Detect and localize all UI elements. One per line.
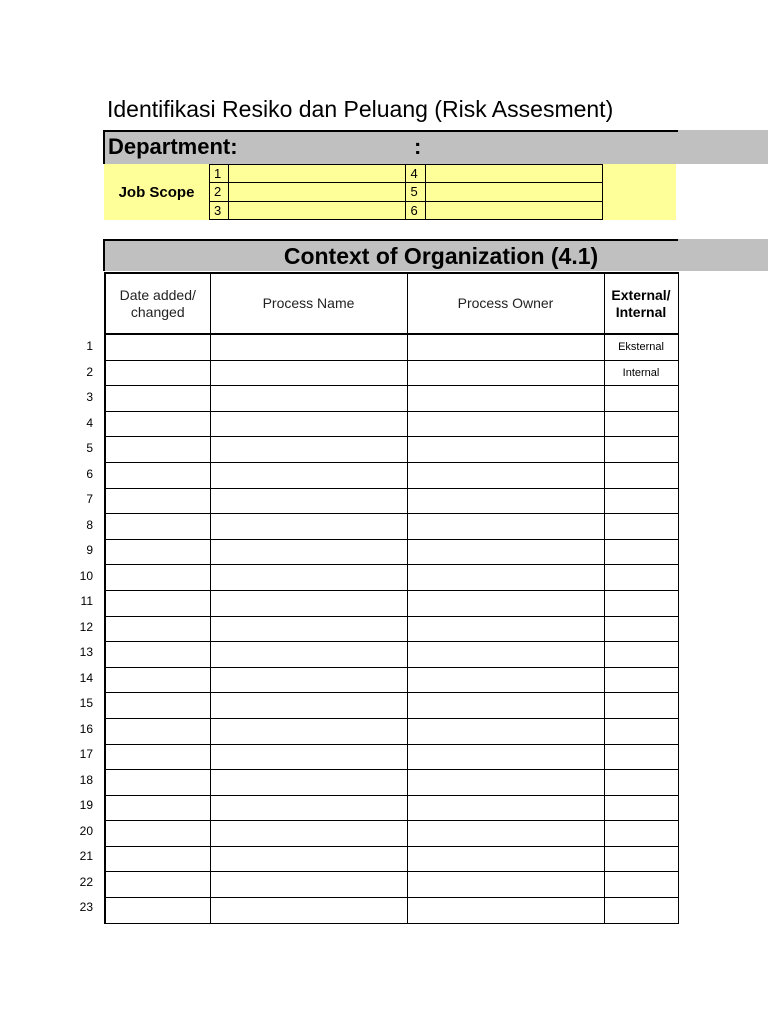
external-internal-cell[interactable] [604, 462, 678, 488]
external-internal-cell[interactable] [604, 411, 678, 437]
row-number: 5 [86, 441, 93, 455]
process-name-cell[interactable] [210, 821, 407, 847]
row-number: 17 [79, 747, 93, 761]
job-scope-number: 1 [210, 165, 229, 183]
date-cell[interactable] [105, 846, 210, 872]
table-row [105, 488, 678, 514]
date-cell[interactable] [105, 360, 210, 386]
row-number: 19 [79, 798, 93, 812]
process-name-cell[interactable] [210, 590, 407, 616]
table-row [105, 411, 678, 437]
external-internal-cell[interactable] [604, 846, 678, 872]
row-number: 3 [86, 390, 93, 404]
process-owner-cell[interactable] [407, 898, 604, 924]
row-number: 15 [79, 696, 93, 710]
date-cell[interactable] [105, 539, 210, 565]
process-owner-cell[interactable] [407, 590, 604, 616]
process-name-cell[interactable] [210, 565, 407, 591]
external-internal-cell[interactable] [604, 667, 678, 693]
process-owner-cell[interactable] [407, 642, 604, 668]
job-scope-field[interactable] [229, 201, 406, 219]
external-internal-cell[interactable] [604, 821, 678, 847]
external-internal-cell[interactable] [604, 898, 678, 924]
process-owner-cell[interactable] [407, 565, 604, 591]
process-owner-cell[interactable] [407, 795, 604, 821]
table-row [105, 770, 678, 796]
job-scope-number: 2 [210, 183, 229, 201]
date-cell[interactable] [105, 667, 210, 693]
process-owner-cell[interactable] [407, 488, 604, 514]
job-scope-label: Job Scope [118, 183, 195, 201]
row-number: 4 [86, 415, 93, 430]
process-name-cell[interactable] [210, 693, 407, 719]
process-owner-cell[interactable] [407, 667, 604, 693]
external-internal-cell[interactable] [604, 744, 678, 770]
process-name-cell[interactable] [210, 744, 407, 770]
process-owner-cell[interactable] [407, 360, 604, 386]
date-cell[interactable] [105, 795, 210, 821]
job-scope-number: 6 [406, 201, 425, 219]
row-number: 13 [79, 645, 93, 659]
job-scope-field[interactable] [425, 201, 602, 219]
process-owner-cell[interactable] [407, 334, 604, 360]
date-cell[interactable] [105, 718, 210, 744]
date-cell[interactable] [105, 462, 210, 488]
process-name-cell[interactable] [210, 488, 407, 514]
process-name-cell[interactable] [210, 667, 407, 693]
column-header-date: Date added/ changed [105, 273, 210, 334]
external-internal-cell[interactable] [604, 693, 678, 719]
table-row [105, 616, 678, 642]
date-cell[interactable] [105, 744, 210, 770]
table-row [105, 360, 678, 386]
row-number-column [60, 334, 93, 921]
process-name-cell[interactable] [210, 539, 407, 565]
page-title: Identifikasi Resiko dan Peluang (Risk Assesment) [107, 96, 614, 122]
job-scope-field[interactable] [425, 165, 602, 183]
external-internal-cell[interactable] [604, 642, 678, 668]
row-number: 23 [79, 900, 93, 914]
row-number: 2 [86, 364, 93, 379]
external-internal-cell[interactable] [604, 437, 678, 463]
external-internal-cell[interactable] [604, 590, 678, 616]
job-scope-row [210, 183, 603, 201]
table-row [105, 334, 678, 360]
date-cell[interactable] [105, 616, 210, 642]
process-name-cell[interactable] [210, 462, 407, 488]
date-cell[interactable] [105, 821, 210, 847]
external-internal-cell[interactable] [604, 770, 678, 796]
process-owner-cell[interactable] [407, 462, 604, 488]
department-label: Department: [108, 134, 238, 159]
process-owner-cell[interactable] [407, 437, 604, 463]
row-number: 9 [86, 543, 93, 557]
job-scope-field[interactable] [229, 165, 406, 183]
row-number: 1 [86, 339, 93, 353]
process-name-cell[interactable] [210, 770, 407, 796]
external-internal-cell[interactable] [604, 488, 678, 514]
row-number: 6 [86, 466, 93, 481]
process-name-cell[interactable] [210, 642, 407, 668]
job-scope-number: 3 [210, 201, 229, 219]
process-owner-cell[interactable] [407, 386, 604, 412]
table-row [105, 590, 678, 616]
external-internal-cell[interactable] [604, 539, 678, 565]
process-name-cell[interactable] [210, 872, 407, 898]
process-name-cell[interactable] [210, 386, 407, 412]
job-scope-row [210, 165, 603, 183]
process-name-cell[interactable] [210, 411, 407, 437]
external-internal-cell[interactable] [604, 616, 678, 642]
external-internal-cell[interactable]: Internal [604, 360, 678, 386]
table-row [105, 795, 678, 821]
date-cell[interactable] [105, 386, 210, 412]
job-scope-field[interactable] [229, 183, 406, 201]
process-owner-cell[interactable] [407, 514, 604, 540]
table-row [105, 462, 678, 488]
date-cell[interactable] [105, 334, 210, 360]
process-owner-cell[interactable] [407, 693, 604, 719]
process-owner-cell[interactable] [407, 411, 604, 437]
job-scope-number: 5 [406, 183, 425, 201]
table-row [105, 718, 678, 744]
row-number: 12 [79, 619, 93, 634]
job-scope-row [210, 201, 603, 219]
job-scope-number: 4 [406, 165, 425, 183]
date-cell[interactable] [105, 872, 210, 898]
external-internal-cell[interactable] [604, 565, 678, 591]
column-header-process-name: Process Name [210, 273, 407, 334]
external-internal-cell[interactable] [604, 872, 678, 898]
process-name-cell[interactable] [210, 514, 407, 540]
date-cell[interactable] [105, 565, 210, 591]
table-row [105, 642, 678, 668]
date-cell[interactable] [105, 642, 210, 668]
date-cell[interactable] [105, 411, 210, 437]
external-internal-cell[interactable] [604, 386, 678, 412]
process-name-cell[interactable] [210, 616, 407, 642]
job-scope-grid [209, 164, 603, 220]
row-number: 18 [79, 772, 93, 787]
process-owner-cell[interactable] [407, 770, 604, 796]
process-name-cell[interactable] [210, 334, 407, 360]
row-number: 14 [79, 670, 93, 685]
row-number: 20 [79, 823, 93, 838]
row-number: 8 [86, 517, 93, 532]
process-owner-cell[interactable] [407, 718, 604, 744]
process-name-cell[interactable] [210, 898, 407, 924]
row-number: 16 [79, 721, 93, 736]
table-row [105, 846, 678, 872]
department-colon: : [414, 134, 422, 159]
process-owner-cell[interactable] [407, 744, 604, 770]
process-owner-cell[interactable] [407, 616, 604, 642]
table-row [105, 898, 678, 924]
external-internal-cell[interactable] [604, 718, 678, 744]
process-name-cell[interactable] [210, 437, 407, 463]
external-internal-cell[interactable] [604, 514, 678, 540]
external-internal-cell[interactable] [604, 795, 678, 821]
date-cell[interactable] [105, 693, 210, 719]
date-cell[interactable] [105, 770, 210, 796]
date-cell[interactable] [105, 437, 210, 463]
column-header-process-owner: Process Owner [407, 273, 604, 334]
table-row [105, 744, 678, 770]
process-name-cell[interactable] [210, 795, 407, 821]
row-number: 22 [79, 874, 93, 889]
process-owner-cell[interactable] [407, 821, 604, 847]
context-table [104, 272, 679, 924]
table-row [105, 565, 678, 591]
table-row [105, 872, 678, 898]
column-header-external-internal: External/ Internal [604, 273, 678, 334]
row-number: 11 [80, 594, 93, 608]
job-scope-field[interactable] [425, 183, 602, 201]
process-owner-cell[interactable] [407, 872, 604, 898]
table-row [105, 539, 678, 565]
date-cell[interactable] [105, 590, 210, 616]
process-owner-cell[interactable] [407, 539, 604, 565]
table-row [105, 437, 678, 463]
external-internal-cell[interactable]: Eksternal [604, 334, 678, 360]
process-owner-cell[interactable] [407, 846, 604, 872]
table-row [105, 514, 678, 540]
table-row [105, 667, 678, 693]
process-name-cell[interactable] [210, 360, 407, 386]
process-name-cell[interactable] [210, 846, 407, 872]
context-title: Context of Organization (4.1) [283, 243, 599, 269]
table-row [105, 693, 678, 719]
row-number: 21 [79, 849, 93, 863]
row-number: 10 [79, 568, 93, 583]
date-cell[interactable] [105, 898, 210, 924]
table-row [105, 386, 678, 412]
date-cell[interactable] [105, 514, 210, 540]
process-name-cell[interactable] [210, 718, 407, 744]
row-number: 7 [86, 492, 93, 506]
table-row [105, 821, 678, 847]
date-cell[interactable] [105, 488, 210, 514]
